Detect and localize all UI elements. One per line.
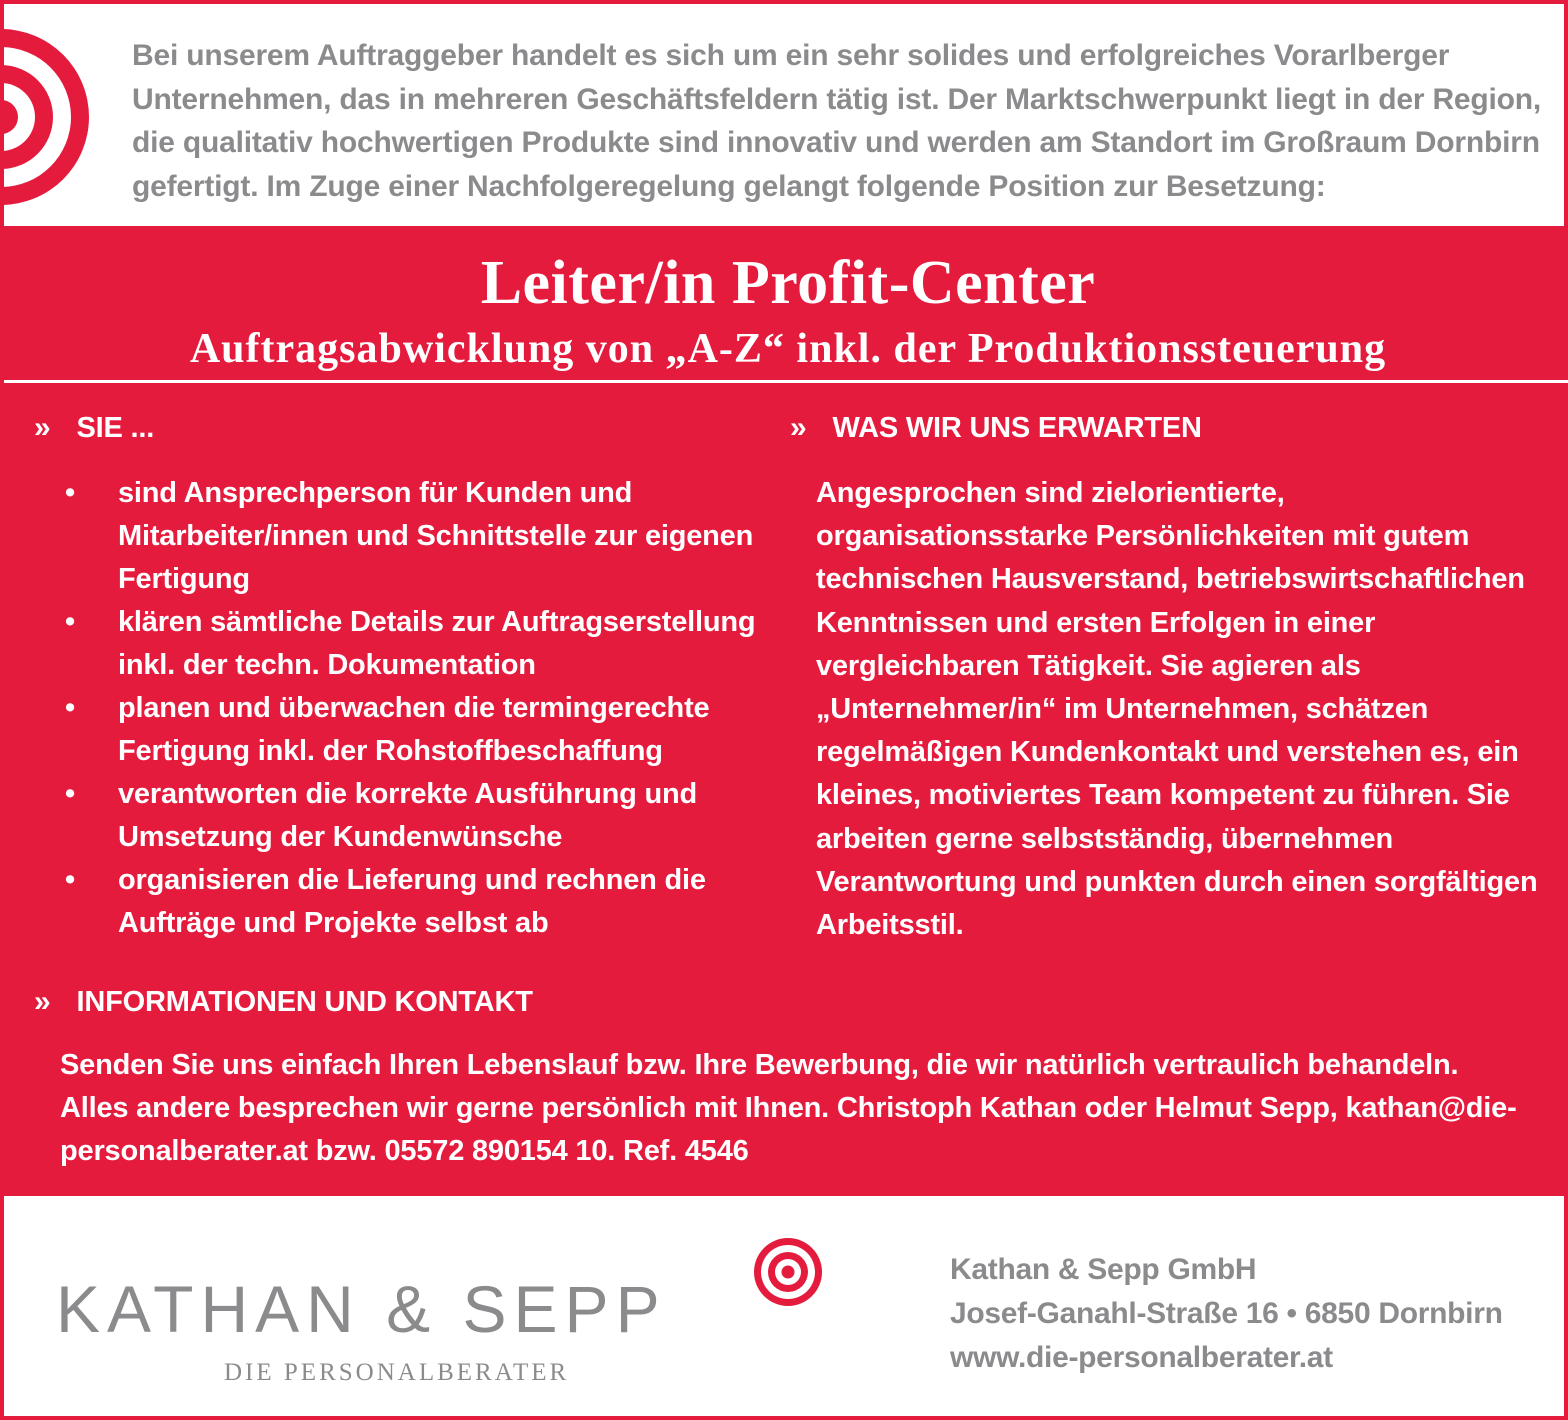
- chevron-icon: »: [34, 411, 51, 444]
- list-item-text: sind Ansprechperson für Kunden und Mitarbeiter/innen und Schnittstelle zur eigenen Fertigung: [118, 477, 754, 595]
- company-website[interactable]: www.die-personalberater.at: [950, 1341, 1333, 1374]
- bullet-icon: •: [65, 606, 75, 638]
- list-item: [60, 859, 780, 945]
- bullet-icon: •: [65, 477, 75, 509]
- bullet-icon: •: [65, 864, 75, 896]
- chevron-icon: »: [790, 411, 807, 444]
- bullet-icon: •: [65, 778, 75, 810]
- expectations-text: Angesprochen sind zielorientierte, organisationsstarke Persönlichkeiten mit gutem technischen Hausverstand, betriebswirtschaftlichen Kenntnissen und ersten Erfolgen in einer vergleichbaren Tätigkeit. Sie agieren als „Unternehmer/in“ im Unternehmen, schätzen regelmäßigen Kundenkontakt und verstehen es, ein kleines, motiviertes Team kompetent zu führen. Sie arbeiten gerne selbstständig, übernehmen Verantwortung und punkten durch einen sorgfältigen Arbeitsstil.: [816, 477, 1538, 942]
- list-item-text: organisieren die Lieferung und rechnen die Aufträge und Projekte selbst ab: [118, 864, 706, 939]
- list-item: [60, 773, 780, 859]
- logo-tagline: DIE PERSONALBERATER: [224, 1359, 570, 1386]
- divider: [4, 380, 1568, 383]
- logo-target-icon: [752, 1236, 824, 1308]
- company-info: [950, 1248, 1503, 1380]
- list-item-text: klären sämtliche Details zur Auftragserstellung inkl. der techn. Dokumentation: [118, 606, 756, 681]
- target-icon: [4, 24, 94, 210]
- list-item: [60, 687, 780, 773]
- list-item: [60, 472, 780, 601]
- section-heading-erwartungen-label: WAS WIR UNS ERWARTEN: [832, 412, 1202, 444]
- intro-text: Bei unserem Auftraggeber handelt es sich um ein sehr solides und erfolgreiches Vorarlberger Unternehmen, das in mehreren Geschäftsfeldern tätig ist. Der Marktschwerpunkt liegt in der Region, die qualitativ hochwertigen Produkte sind innovativ und werden am Standort im Großraum Dornbirn gefertigt. Im Zuge einer Nachfolgeregelung gelangt folgende Position zur Besetzung:: [132, 39, 1542, 203]
- section-heading-sie: [34, 410, 154, 446]
- company-address: Josef-Ganahl-Straße 16 • 6850 Dornbirn: [950, 1297, 1503, 1330]
- chevron-icon: »: [34, 985, 51, 1018]
- bullet-icon: •: [65, 692, 75, 724]
- job-details: [4, 226, 1568, 1196]
- section-heading-erwartungen: [790, 410, 1202, 446]
- list-item-text: planen und überwachen die termingerechte Fertigung inkl. der Rohstoffbeschaffung: [118, 692, 710, 767]
- section-heading-kontakt: [34, 984, 533, 1020]
- contact-text: Senden Sie uns einfach Ihren Lebenslauf bzw. Ihre Bewerbung, die wir natürlich vertraulich behandeln. Alles andere besprechen wir gerne persönlich mit Ihnen. Christoph Kathan oder Helmut Sepp, kathan@die-personalberater.at bzw. 05572 890154 10. Ref. 4546: [60, 1049, 1517, 1167]
- task-list: [60, 472, 780, 945]
- logo-wordmark: KATHAN & SEPP: [56, 1272, 667, 1346]
- job-title: Leiter/in Profit-Center: [480, 249, 1096, 317]
- list-item: [60, 601, 780, 687]
- intro-section: [4, 4, 1568, 226]
- section-heading-kontakt-label: INFORMATIONEN UND KONTAKT: [76, 986, 533, 1018]
- section-heading-sie-label: SIE ...: [76, 412, 155, 444]
- company-name: Kathan & Sepp GmbH: [950, 1253, 1257, 1286]
- list-item-text: verantworten die korrekte Ausführung und Umsetzung der Kundenwünsche: [118, 778, 698, 853]
- job-subtitle: Auftragsabwicklung von „A-Z“ inkl. der Produktionssteuerung: [189, 326, 1387, 372]
